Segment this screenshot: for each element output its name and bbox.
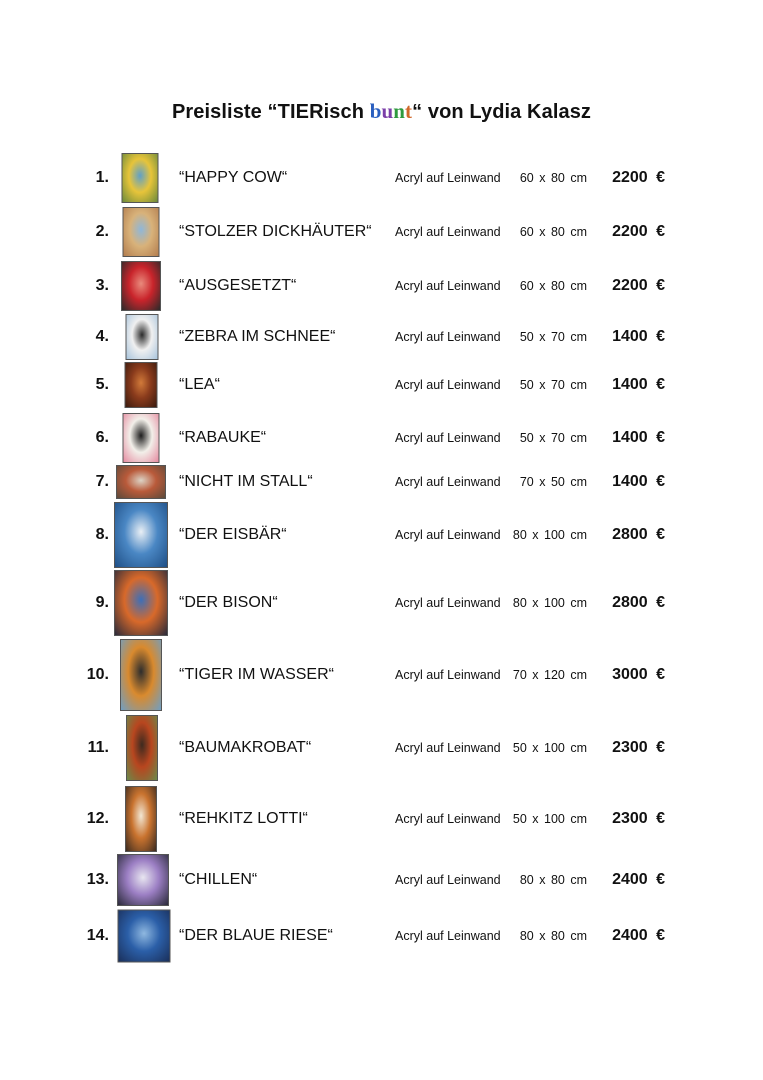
artwork-price: 2300 € bbox=[612, 739, 665, 756]
artwork-medium: Acryl auf Leinwand bbox=[395, 741, 501, 755]
artwork-price: 1400 € bbox=[612, 473, 665, 490]
artwork-title: “ZEBRA IM SCHNEE“ bbox=[179, 328, 336, 345]
artwork-medium: Acryl auf Leinwand bbox=[395, 225, 501, 239]
artwork-medium: Acryl auf Leinwand bbox=[395, 279, 501, 293]
item-number: 4. bbox=[95, 328, 109, 345]
artwork-title: “AUSGESETZT“ bbox=[179, 277, 297, 294]
artwork-medium: Acryl auf Leinwand bbox=[395, 171, 501, 185]
artwork-price: 2400 € bbox=[612, 927, 665, 944]
item-number: 13. bbox=[86, 871, 109, 888]
artwork-price: 2200 € bbox=[612, 277, 665, 294]
artwork-size: 50 x 100 cm bbox=[512, 812, 587, 826]
page-title bbox=[0, 99, 763, 124]
whale-painting-thumbnail bbox=[118, 910, 171, 963]
elephant-painting-thumbnail bbox=[123, 207, 160, 257]
artwork-price: 2200 € bbox=[612, 169, 665, 186]
artwork-price: 2800 € bbox=[612, 594, 665, 611]
artwork-size: 50 x 100 cm bbox=[512, 741, 587, 755]
artwork-size: 80 x 100 cm bbox=[512, 528, 587, 542]
artwork-price: 2400 € bbox=[612, 871, 665, 888]
pig-painting-thumbnail bbox=[121, 261, 161, 311]
artwork-medium: Acryl auf Leinwand bbox=[395, 330, 501, 344]
artwork-size: 70 x 120 cm bbox=[512, 668, 587, 682]
artwork-medium: Acryl auf Leinwand bbox=[395, 873, 501, 887]
item-number: 7. bbox=[95, 473, 109, 490]
artwork-price: 3000 € bbox=[612, 666, 665, 683]
polar-bear-painting-thumbnail bbox=[114, 502, 168, 568]
artwork-size: 70 x 50 cm bbox=[519, 475, 587, 489]
artwork-title: “LEA“ bbox=[179, 376, 220, 393]
fawn-painting-thumbnail bbox=[125, 786, 157, 852]
artwork-price: 1400 € bbox=[612, 376, 665, 393]
artwork-medium: Acryl auf Leinwand bbox=[395, 929, 501, 943]
item-number: 11. bbox=[87, 739, 109, 756]
bison-painting-thumbnail bbox=[114, 570, 168, 636]
artwork-size: 60 x 80 cm bbox=[519, 225, 587, 239]
artwork-medium: Acryl auf Leinwand bbox=[395, 528, 501, 542]
item-number: 10. bbox=[86, 666, 109, 683]
artwork-title: “DER EISBÄR“ bbox=[179, 526, 287, 543]
artwork-medium: Acryl auf Leinwand bbox=[395, 431, 501, 445]
item-number: 6. bbox=[95, 429, 109, 446]
artwork-size: 50 x 70 cm bbox=[519, 431, 587, 445]
tiger-painting-thumbnail bbox=[120, 639, 162, 711]
item-number: 12. bbox=[86, 810, 109, 827]
item-number: 8. bbox=[95, 526, 109, 543]
artwork-medium: Acryl auf Leinwand bbox=[395, 378, 501, 392]
item-number: 2. bbox=[95, 223, 109, 240]
item-number: 14. bbox=[86, 927, 109, 944]
artwork-size: 80 x 80 cm bbox=[519, 929, 587, 943]
artwork-title: “TIGER IM WASSER“ bbox=[179, 666, 334, 683]
item-number: 3. bbox=[95, 277, 109, 294]
title-prefix: Preisliste “TIERisch bbox=[171, 101, 370, 123]
artwork-medium: Acryl auf Leinwand bbox=[395, 475, 501, 489]
title-suffix: “ von Lydia Kalasz bbox=[412, 101, 592, 123]
squirrel-painting-thumbnail bbox=[126, 715, 158, 781]
artwork-price: 1400 € bbox=[612, 328, 665, 345]
artwork-price: 1400 € bbox=[612, 429, 665, 446]
artwork-medium: Acryl auf Leinwand bbox=[395, 668, 501, 682]
artwork-title: “CHILLEN“ bbox=[179, 871, 258, 888]
artwork-title: “HAPPY COW“ bbox=[179, 169, 288, 186]
item-number: 5. bbox=[95, 376, 109, 393]
artwork-title: “RABAUKE“ bbox=[179, 429, 267, 446]
artwork-title: “BAUMAKROBAT“ bbox=[179, 739, 312, 756]
item-number: 1. bbox=[95, 169, 109, 186]
sheep-painting-thumbnail bbox=[117, 854, 169, 906]
zebra-painting-thumbnail bbox=[126, 314, 159, 360]
artwork-title: “NICHT IM STALL“ bbox=[179, 473, 313, 490]
artwork-size: 50 x 70 cm bbox=[519, 330, 587, 344]
artwork-medium: Acryl auf Leinwand bbox=[395, 596, 501, 610]
dog-painting-thumbnail bbox=[123, 413, 160, 463]
artwork-medium: Acryl auf Leinwand bbox=[395, 812, 501, 826]
artwork-size: 80 x 80 cm bbox=[519, 873, 587, 887]
artwork-title: “DER BLAUE RIESE“ bbox=[179, 927, 333, 944]
artwork-size: 50 x 70 cm bbox=[519, 378, 587, 392]
artwork-price: 2800 € bbox=[612, 526, 665, 543]
artwork-size: 60 x 80 cm bbox=[519, 279, 587, 293]
artwork-size: 60 x 80 cm bbox=[519, 171, 587, 185]
artwork-price: 2300 € bbox=[612, 810, 665, 827]
title-bunt-word: bunt bbox=[369, 99, 413, 123]
artwork-price: 2200 € bbox=[612, 223, 665, 240]
stable-painting-thumbnail bbox=[116, 465, 166, 499]
monkey-painting-thumbnail bbox=[125, 362, 158, 408]
cow-painting-thumbnail bbox=[122, 153, 159, 203]
artwork-title: “REHKITZ LOTTI“ bbox=[179, 810, 308, 827]
artwork-title: “STOLZER DICKHÄUTER“ bbox=[179, 223, 372, 240]
item-number: 9. bbox=[95, 594, 109, 611]
artwork-size: 80 x 100 cm bbox=[512, 596, 587, 610]
artwork-title: “DER BISON“ bbox=[179, 594, 278, 611]
